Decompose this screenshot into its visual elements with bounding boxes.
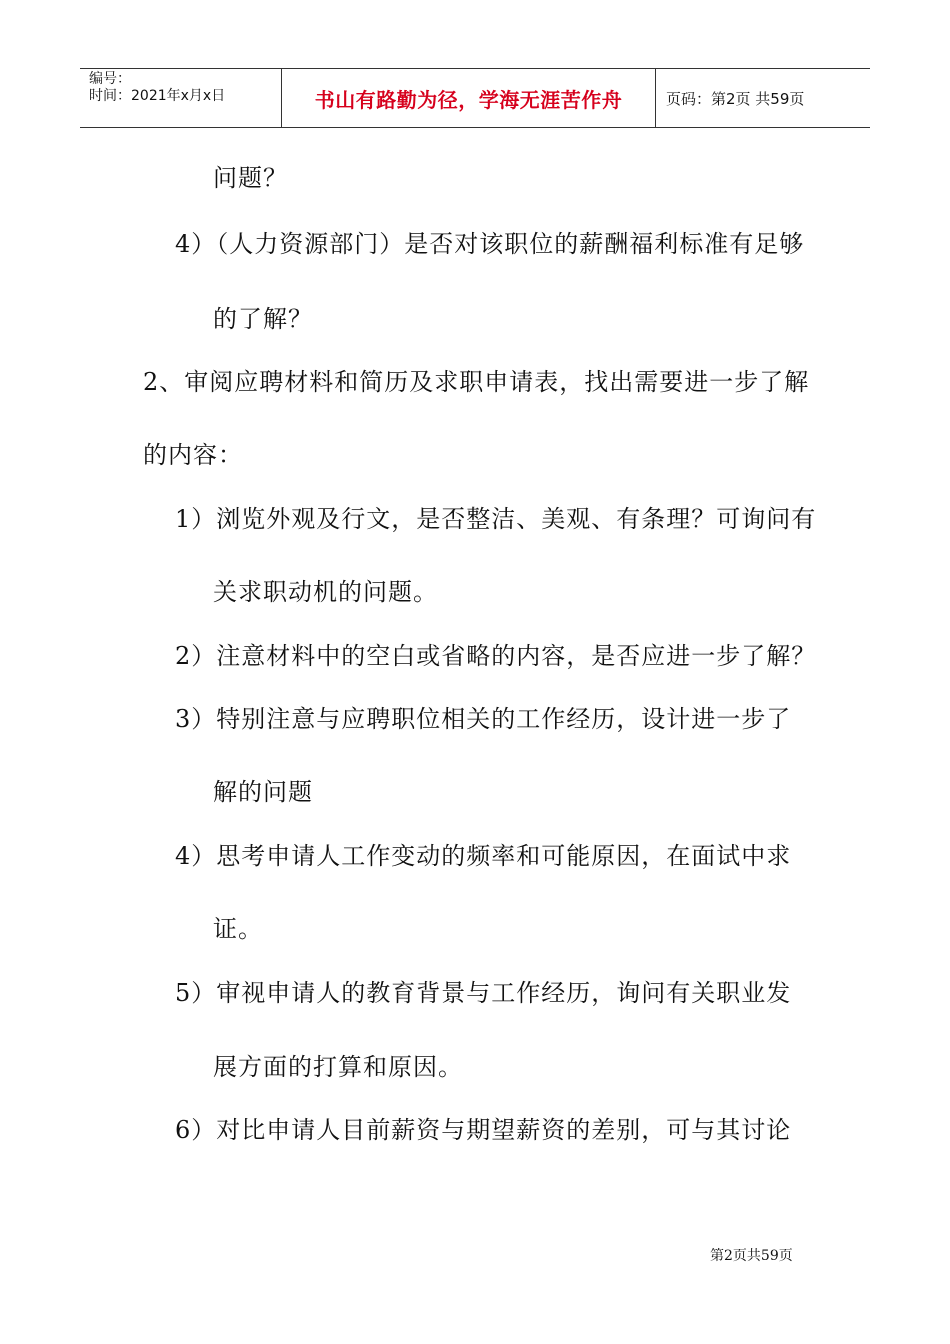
body-line: 2）注意材料中的空白或省略的内容，是否应进一步了解？ [175,642,817,670]
body-line: 的了解？ [213,305,313,333]
body-line: 2、审阅应聘材料和简历及求职申请表，找出需要进一步了解 [143,368,810,396]
body-line: 1）浏览外观及行文，是否整洁、美观、有条理？可询问有 [175,505,817,533]
header-meta [80,69,282,128]
document-number-label: 编号： [89,71,131,87]
body-line: 5）审视申请人的教育背景与工作经历，询问有关职业发 [175,979,792,1007]
body-line: 4）（人力资源部门）是否对该职位的薪酬福利标准有足够 [175,230,805,258]
body-line: 解的问题 [213,778,313,806]
document-date: 时间：2021年x月x日 [89,88,226,104]
header-page-info: 页码：第2页 共59页 [666,90,805,108]
footer-page-info: 第2页共59页 [710,1248,793,1264]
body-line: 的内容： [143,441,243,469]
body-line: 展方面的打算和原因。 [213,1053,463,1081]
body-line: 证。 [213,915,263,943]
page-header [80,68,870,128]
body-line: 6）对比申请人目前薪资与期望薪资的差别，可与其讨论 [175,1116,792,1144]
body-line: 问题？ [213,164,288,192]
header-motto: 书山有路勤为径，学海无涯苦作舟 [282,69,656,128]
body-line: 3）特别注意与应聘职位相关的工作经历，设计进一步了 [175,705,792,733]
body-line: 4）思考申请人工作变动的频率和可能原因，在面试中求 [175,842,792,870]
body-line: 关求职动机的问题。 [213,578,438,606]
